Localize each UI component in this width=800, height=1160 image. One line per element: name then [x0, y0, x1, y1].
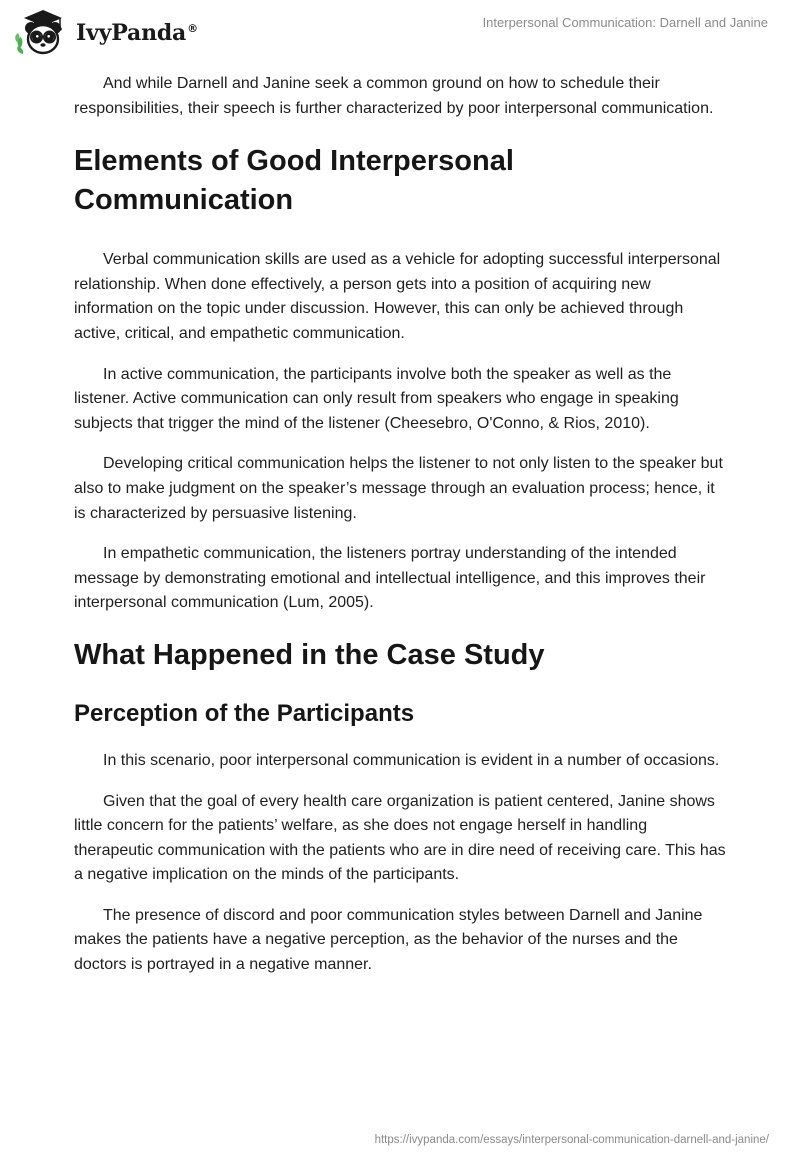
panda-graduate-icon	[14, 8, 72, 58]
paragraph-empathetic-communication: In empathetic communication, the listeners portray understanding of the intended message by demonstrating emotional and intellectual intelligence, and this improves their interpersonal communication (Lum, 2005).	[74, 545, 706, 612]
paragraph-discord: The presence of discord and poor communication styles between Darnell and Janine makes the patients have a negative perception, as the behavior of the nurses and the doctors is portrayed in a negative manner.	[74, 906, 703, 974]
source-url[interactable]: https://ivypanda.com/essays/interpersonal-communication-darnell-and-janine/	[374, 1134, 769, 1146]
page-header	[0, 0, 800, 70]
heading-elements-of-good-communication: Elements of Good Interpersonal Communication	[74, 145, 514, 217]
document-title: Interpersonal Communication: Darnell and Janine	[482, 15, 768, 30]
paragraph-health-care-goal: Given that the goal of every health care organization is patient centered, Janine shows little concern for the patients’ welfare, as she does not engage herself in handling therapeutic communication with the patients who are in dire need of receiving care. This has a negative implication on the minds of the participants.	[74, 792, 726, 884]
ivypanda-logo[interactable]	[14, 8, 198, 58]
paragraph-critical-communication: Developing critical communication helps the listener to not only listen to the speaker but also to make judgment on the speaker’s message through an evaluation process; hence, it is characterized by persuasive listening.	[74, 455, 723, 522]
essay-content	[74, 70, 728, 994]
paragraph-verbal-skills: Verbal communication skills are used as a vehicle for adopting successful interpersonal relationship. When done effectively, a person gets into a position of acquiring new information on the topic under discussion. However, this can only be achieved through active, critical, and empathetic communication.	[74, 251, 721, 342]
heading-perception-of-participants: Perception of the Participants	[74, 699, 415, 727]
registered-mark: ®	[187, 21, 198, 35]
paragraph-scenario: In this scenario, poor interpersonal communication is evident in a number of occasions.	[103, 751, 720, 769]
logo-wordmark: IvyPanda®	[76, 20, 198, 46]
paragraph-intro: And while Darnell and Janine seek a common ground on how to schedule their responsibilities, their speech is further characterized by poor interpersonal communication.	[74, 75, 714, 117]
paragraph-active-communication: In active communication, the participants involve both the speaker as well as the listener. Active communication can only result from speakers who engage in speaking subjects that trigger the mind of the listener (Cheesebro, O'Conno, & Rios, 2010).	[74, 365, 679, 432]
heading-case-study: What Happened in the Case Study	[74, 638, 545, 671]
